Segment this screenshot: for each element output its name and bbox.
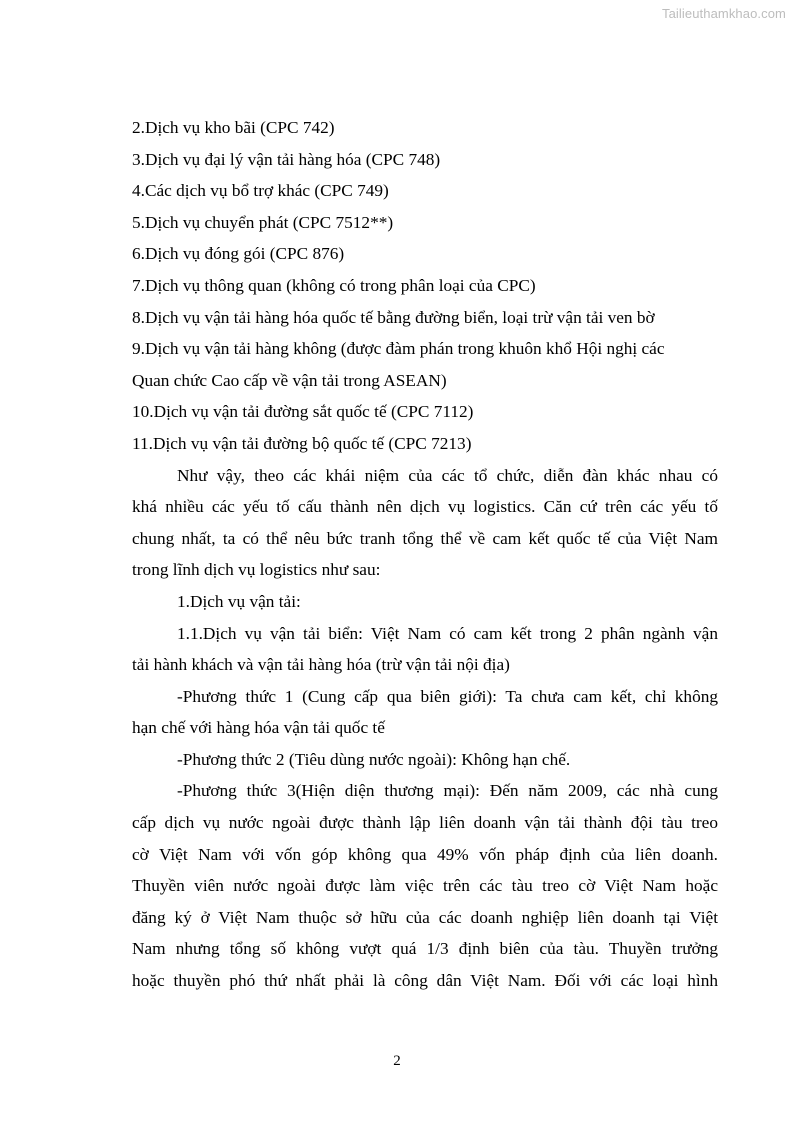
- list-item: 3.Dịch vụ đại lý vận tải hàng hóa (CPC 748): [132, 149, 441, 169]
- section-heading: 1.Dịch vụ vận tải:: [177, 591, 301, 611]
- paragraph-line: hoặc thuyền phó thứ nhất phải là công dân Việt Nam. Đối với các loại hình: [132, 971, 718, 991]
- paragraph-line: hạn chế với hàng hóa vận tải quốc tế: [132, 718, 385, 738]
- paragraph-line: khá nhiều các yếu tố cấu thành nên dịch vụ logistics. Căn cứ trên các yếu tố: [132, 497, 718, 517]
- list-item: 9.Dịch vụ vận tải hàng không (được đàm phán trong khuôn khổ Hội nghị các: [132, 339, 665, 359]
- paragraph-line: -Phương thức 2 (Tiêu dùng nước ngoài): Không hạn chế.: [177, 749, 571, 769]
- paragraph-line: -Phương thức 1 (Cung cấp qua biên giới): Ta chưa cam kết, chỉ không: [177, 686, 718, 706]
- list-item: 4.Các dịch vụ bổ trợ khác (CPC 749): [132, 181, 389, 201]
- paragraph-line: tải hành khách và vận tải hàng hóa (trừ vận tải nội địa): [132, 655, 510, 675]
- watermark: Tailieuthamkhao.com: [661, 6, 786, 21]
- list-item: 8.Dịch vụ vận tải hàng hóa quốc tế bằng đường biển, loại trừ vận tải ven bờ: [132, 307, 655, 327]
- paragraph-line: đăng ký ở Việt Nam thuộc sở hữu của các doanh nghiệp liên doanh tại Việt: [132, 907, 718, 927]
- paragraph-line: 1.1.Dịch vụ vận tải biển: Việt Nam có cam kết trong 2 phân ngành vận: [177, 623, 718, 643]
- document-body: [132, 112, 718, 997]
- list-item: 7.Dịch vụ thông quan (không có trong phân loại của CPC): [132, 275, 536, 295]
- paragraph-line: -Phương thức 3(Hiện diện thương mại): Đến năm 2009, các nhà cung: [177, 781, 718, 801]
- paragraph-line: Như vậy, theo các khái niệm của các tổ chức, diễn đàn khác nhau có: [177, 465, 718, 485]
- list-item: 10.Dịch vụ vận tải đường sắt quốc tế (CPC 7112): [132, 402, 474, 422]
- list-item: Quan chức Cao cấp về vận tải trong ASEAN): [132, 370, 447, 390]
- list-item: 2.Dịch vụ kho bãi (CPC 742): [132, 118, 335, 137]
- list-item: 6.Dịch vụ đóng gói (CPC 876): [132, 244, 345, 264]
- list-item: 11.Dịch vụ vận tải đường bộ quốc tế (CPC 7213): [132, 433, 472, 453]
- list-item: 5.Dịch vụ chuyển phát (CPC 7512**): [132, 212, 394, 232]
- paragraph-line: cờ Việt Nam với vốn góp không qua 49% vốn pháp định của liên doanh.: [132, 844, 718, 864]
- paragraph-line: chung nhất, ta có thể nêu bức tranh tổng thể về cam kết quốc tế của Việt Nam: [132, 528, 718, 548]
- paragraph-line: Thuyền viên nước ngoài được làm việc trên các tàu treo cờ Việt Nam hoặc: [132, 876, 718, 896]
- page-number: 2: [393, 1053, 401, 1069]
- paragraph-line: trong lĩnh dịch vụ logistics như sau:: [132, 560, 381, 580]
- paragraph-line: cấp dịch vụ nước ngoài được thành lập liên doanh vận tải thành đội tàu treo: [132, 813, 718, 833]
- paragraph-line: Nam nhưng tổng số không vượt quá 1/3 định biên của tàu. Thuyền trưởng: [132, 939, 718, 959]
